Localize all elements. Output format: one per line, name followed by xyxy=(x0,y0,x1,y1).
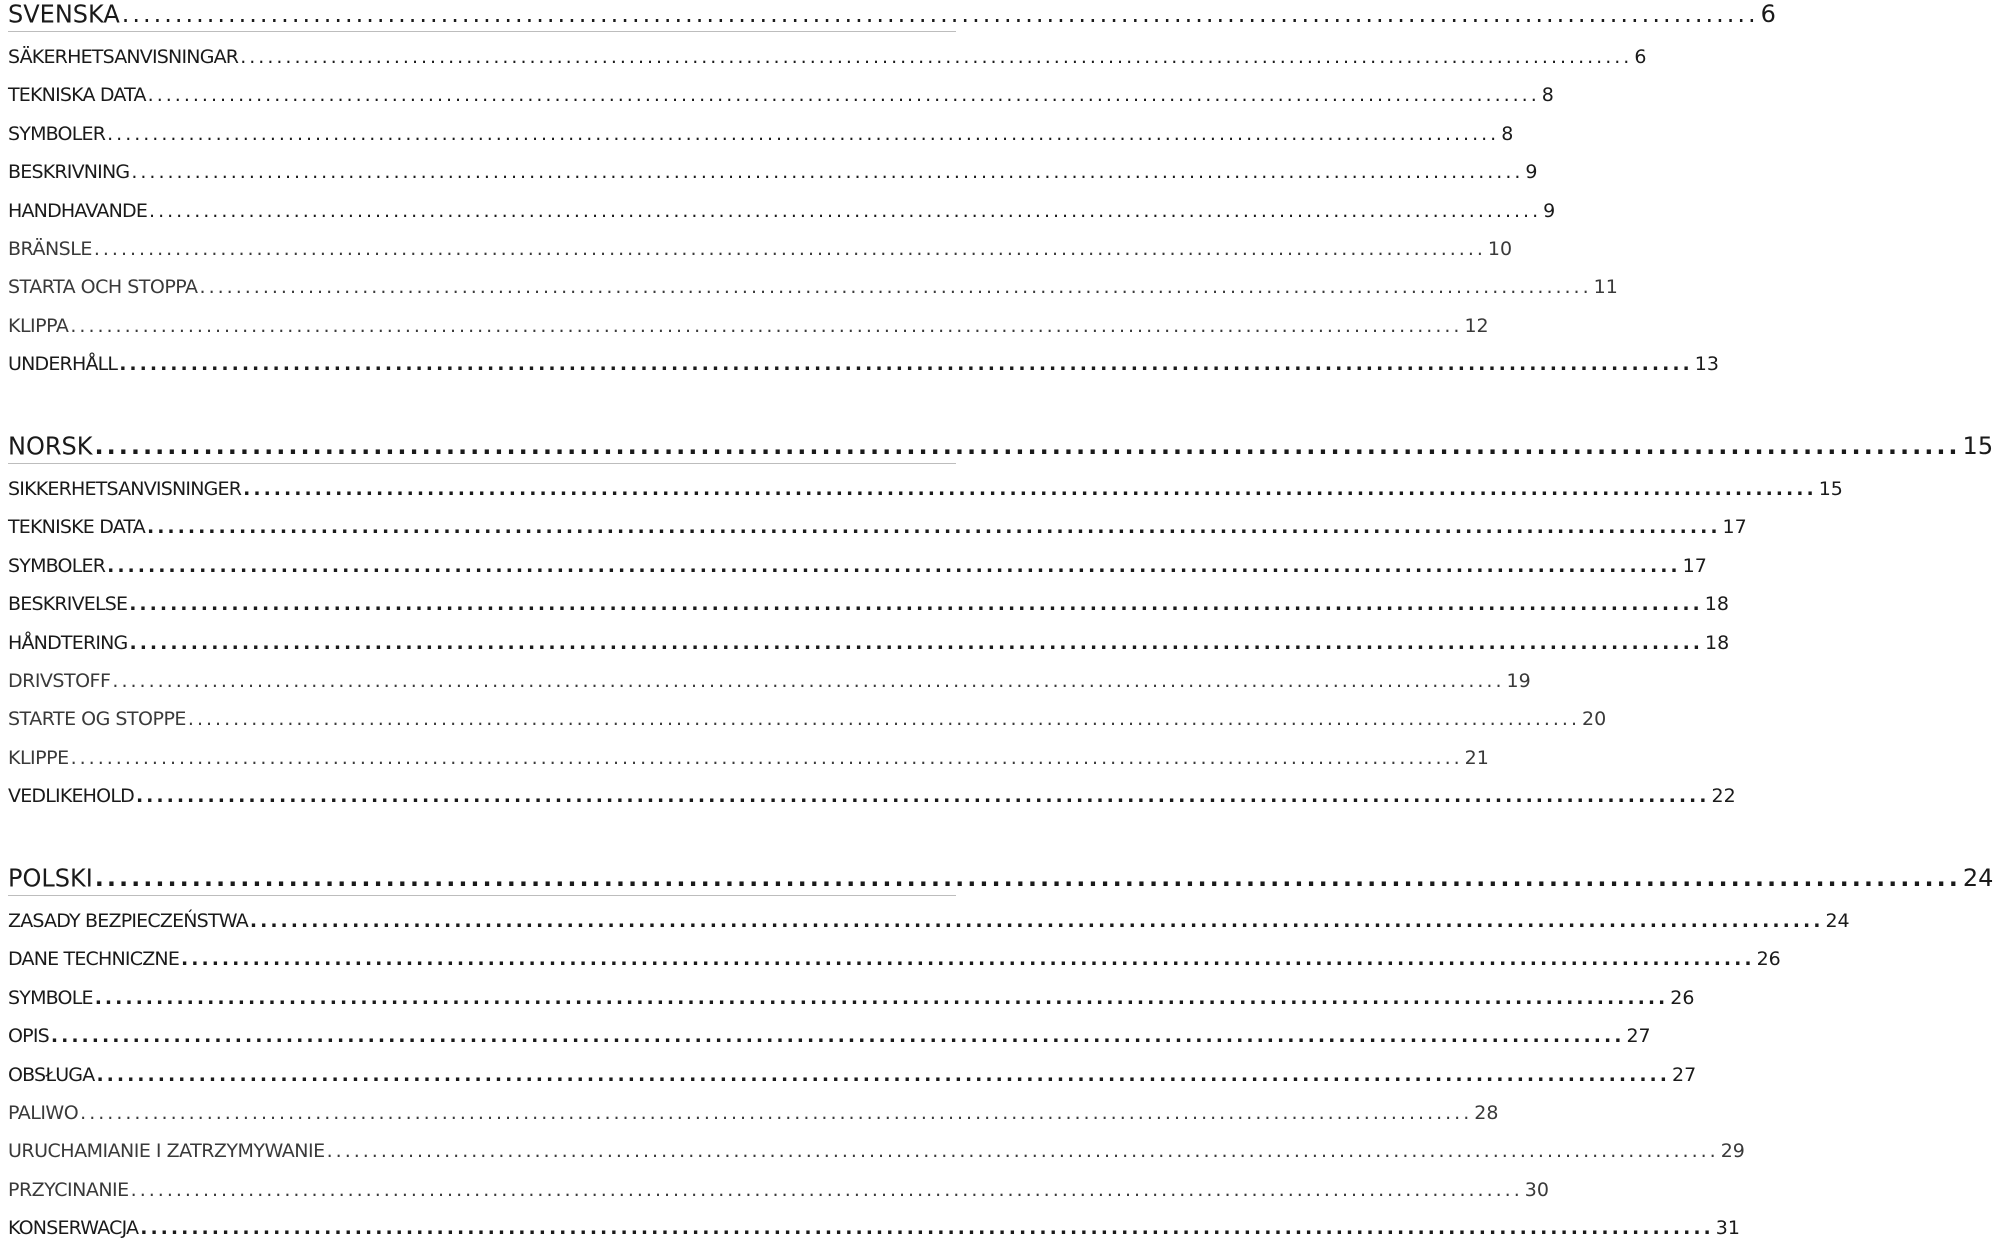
toc-entry[interactable] xyxy=(8,38,1647,76)
section-title: SVENSKA xyxy=(8,0,120,29)
toc-entry[interactable] xyxy=(8,585,1729,623)
toc-entry-page: 22 xyxy=(1711,785,1736,808)
dot-leader: .......................................................................................................................................................... xyxy=(94,432,1961,460)
toc-entry[interactable] xyxy=(8,1209,1740,1247)
toc-section-norsk xyxy=(8,428,1993,816)
toc-entry[interactable] xyxy=(8,1171,1549,1209)
dot-leader: .......................................................................................................................................................... xyxy=(50,1025,1625,1048)
toc-entry-page: 19 xyxy=(1506,669,1531,692)
dot-leader: .......................................................................................................................................................... xyxy=(112,669,1505,692)
dot-leader: .......................................................................................................................................................... xyxy=(119,353,1693,376)
toc-entry-label: HANDHAVANDE xyxy=(8,199,148,222)
toc-entry-label: PRZYCINANIE xyxy=(8,1178,129,1201)
dot-leader: .......................................................................................................................................................... xyxy=(140,1217,1714,1240)
toc-entry-page: 10 xyxy=(1487,237,1513,260)
dot-leader: .......................................................................................................................................................... xyxy=(70,746,1463,769)
toc-entry-page: 28 xyxy=(1474,1101,1499,1124)
section-heading[interactable] xyxy=(8,860,1993,896)
toc-entry-label: PALIWO xyxy=(8,1101,79,1124)
toc-entry-page: 31 xyxy=(1715,1217,1740,1240)
toc-entry-label: TEKNISKE DATA xyxy=(8,516,145,539)
toc-entry[interactable] xyxy=(8,345,1719,383)
dot-leader: .......................................................................................................................................................... xyxy=(107,122,1500,145)
toc-entry[interactable] xyxy=(8,662,1531,700)
dot-leader: .......................................................................................................................................................... xyxy=(131,161,1524,184)
toc-entry[interactable] xyxy=(8,902,1850,940)
dot-leader: .......................................................................................................................................................... xyxy=(96,1063,1670,1086)
toc-entry[interactable] xyxy=(8,76,1554,114)
toc-entry[interactable] xyxy=(8,153,1538,191)
toc-entry-page: 15 xyxy=(1818,478,1843,500)
toc-entry-page: 17 xyxy=(1682,554,1707,577)
toc-entry[interactable] xyxy=(8,1017,1651,1055)
section-heading[interactable] xyxy=(8,0,1776,32)
toc-entry-page: 17 xyxy=(1722,516,1747,539)
toc-entry-label: SYMBOLER xyxy=(8,122,106,145)
toc-entry[interactable] xyxy=(8,1056,1697,1094)
toc-entry-label: STARTA OCH STOPPA xyxy=(8,276,198,299)
toc-entry-page: 20 xyxy=(1582,708,1607,731)
toc-entry-list xyxy=(8,470,1843,816)
toc-entry-label: STARTE OG STOPPE xyxy=(8,708,186,731)
toc-entry-label: ZASADY BEZPIECZEŃSTWA xyxy=(8,910,248,932)
dot-leader: .......................................................................................................................................................... xyxy=(187,708,1581,731)
dot-leader: .......................................................................................................................................................... xyxy=(129,631,1704,654)
toc-entry-label: VEDLIKEHOLD xyxy=(8,785,134,808)
toc-entry-page: 26 xyxy=(1670,986,1695,1009)
toc-entry[interactable] xyxy=(8,940,1781,978)
section-title: POLSKI xyxy=(8,863,93,893)
toc-entry-label: TEKNISKA DATA xyxy=(8,84,146,107)
toc-entry-label: DANE TECHNICZNE xyxy=(8,948,180,971)
toc-entry[interactable] xyxy=(8,547,1707,585)
toc-entry-label: OPIS xyxy=(8,1025,49,1048)
toc-entry-page: 9 xyxy=(1543,199,1556,222)
dot-leader: .......................................................................................................................................................... xyxy=(94,864,1961,892)
toc-entry[interactable] xyxy=(8,470,1843,508)
toc-entry[interactable] xyxy=(8,192,1556,230)
toc-entry-label: OBSŁUGA xyxy=(8,1063,95,1086)
toc-entry[interactable] xyxy=(8,624,1730,662)
toc-entry-page: 27 xyxy=(1671,1063,1697,1086)
toc-entry[interactable] xyxy=(8,307,1489,345)
dot-leader: .......................................................................................................................................................... xyxy=(94,986,1669,1009)
toc-entry[interactable] xyxy=(8,115,1514,153)
toc-entry-page: 18 xyxy=(1704,593,1729,616)
toc-entry-page: 18 xyxy=(1705,631,1730,654)
toc-entry[interactable] xyxy=(8,739,1489,777)
toc-entry-label: UNDERHÅLL xyxy=(8,353,118,376)
toc-entry-label: KONSERWACJA xyxy=(8,1217,139,1240)
toc-entry[interactable] xyxy=(8,1132,1745,1170)
dot-leader: .......................................................................................................................................................... xyxy=(326,1140,1719,1163)
dot-leader: .......................................................................................................................................................... xyxy=(147,84,1540,107)
dot-leader: .......................................................................................................................................................... xyxy=(121,0,1759,28)
toc-entry-label: SYMBOLER xyxy=(8,554,106,577)
toc-entry[interactable] xyxy=(8,1094,1499,1132)
toc-entry-label: KLIPPA xyxy=(8,314,69,337)
toc-entry-label: KLIPPE xyxy=(8,746,69,769)
toc-entry-label: HÅNDTERING xyxy=(8,631,128,654)
dot-leader: .......................................................................................................................................................... xyxy=(93,237,1486,260)
toc-section-polski xyxy=(8,860,1993,1248)
toc-entry-list xyxy=(8,38,1719,384)
toc-entry-page: 12 xyxy=(1464,314,1489,337)
toc-entry-label: URUCHAMIANIE I ZATRZYMYWANIE xyxy=(8,1140,325,1163)
toc-entry-page: 26 xyxy=(1756,948,1781,971)
toc-entry-page: 9 xyxy=(1525,161,1538,184)
dot-leader: .......................................................................................................................................................... xyxy=(243,478,1817,500)
toc-entry-label: BESKRIVELSE xyxy=(8,593,128,616)
toc-entry-list xyxy=(8,902,1850,1248)
dot-leader: .......................................................................................................................................................... xyxy=(80,1101,1473,1124)
toc-entry[interactable] xyxy=(8,979,1695,1017)
toc-entry[interactable] xyxy=(8,508,1747,546)
toc-entry-label: BRÄNSLE xyxy=(8,237,92,260)
toc-entry-label: DRIVSTOFF xyxy=(8,669,111,692)
dot-leader: .......................................................................................................................................................... xyxy=(149,199,1542,222)
toc-entry[interactable] xyxy=(8,777,1736,815)
toc-entry[interactable] xyxy=(8,268,1618,306)
section-page-number: 15 xyxy=(1962,432,1993,460)
dot-leader: .......................................................................................................................................................... xyxy=(249,910,1824,932)
toc-entry-label: SÄKERHETSANVISNINGAR xyxy=(8,46,239,68)
toc-entry-page: 21 xyxy=(1464,746,1489,769)
toc-entry-page: 29 xyxy=(1720,1140,1745,1163)
toc-entry-page: 8 xyxy=(1501,122,1514,145)
dot-leader: .......................................................................................................................................................... xyxy=(130,1178,1523,1201)
toc-entry-label: SIKKERHETSANVISNINGER xyxy=(8,478,242,500)
toc-entry-page: 27 xyxy=(1626,1025,1651,1048)
dot-leader: .......................................................................................................................................................... xyxy=(135,785,1710,808)
toc-entry-label: SYMBOLE xyxy=(8,986,93,1009)
toc-entry[interactable] xyxy=(8,700,1607,738)
dot-leader: .......................................................................................................................................................... xyxy=(107,554,1681,577)
toc-entry-page: 6 xyxy=(1634,46,1647,68)
toc-entry-page: 13 xyxy=(1694,353,1719,376)
section-heading[interactable] xyxy=(8,428,1993,464)
toc-entry-page: 30 xyxy=(1524,1178,1549,1201)
toc-entry-page: 8 xyxy=(1541,84,1554,107)
toc-entry-page: 11 xyxy=(1593,276,1618,299)
dot-leader: .......................................................................................................................................................... xyxy=(181,948,1755,971)
toc-section-svenska xyxy=(8,0,1776,384)
dot-leader: .......................................................................................................................................................... xyxy=(199,276,1592,299)
toc-entry-page: 24 xyxy=(1825,910,1850,932)
dot-leader: .......................................................................................................................................................... xyxy=(240,46,1633,68)
dot-leader: .......................................................................................................................................................... xyxy=(147,516,1721,539)
toc-entry[interactable] xyxy=(8,230,1513,268)
dot-leader: .......................................................................................................................................................... xyxy=(129,593,1703,616)
section-page-number: 6 xyxy=(1760,0,1776,28)
section-page-number: 24 xyxy=(1962,864,1993,892)
dot-leader: .......................................................................................................................................................... xyxy=(70,314,1463,337)
toc-entry-label: BESKRIVNING xyxy=(8,161,130,184)
section-title: NORSK xyxy=(8,431,93,461)
